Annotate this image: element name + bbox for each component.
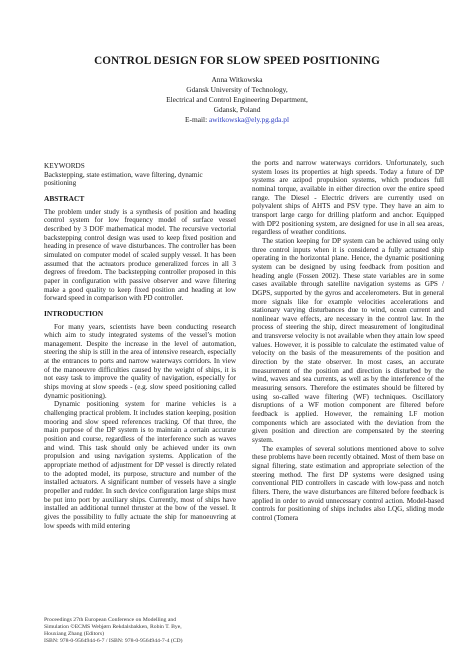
footer-line-1: Proceedings 27th European Conference on Modelling and [44, 617, 177, 623]
affiliation-university: Gdansk University of Technology, [186, 85, 288, 94]
introduction-heading: INTRODUCTION [44, 308, 104, 318]
affiliation-location: Gdansk, Poland [213, 105, 261, 114]
email-label: E-mail: [184, 115, 209, 124]
right-paragraph-3: The examples of several solutions mentioned above to solve these problems have been recently obtained. Most of them base on signal filtering, state estimation and appropriate selection of the steering method. The first DP systems were designed using conventional PID controllers in cascade with low-pass and notch filters. There, the wave disturbances are filtered before feedback is applied in order to avoid unnecessary control action. Model-based controls for positioning of ships includes also LQG, sliding mode control (Tomera [252, 444, 444, 522]
introduction-paragraph-2: Dynamic positioning system for marine vehicles is a challenging practical problem. It includes station keeping, position mooring and slow speed references tracking. Of that three, the main purpose of the DP system is to maintain a certain accurate position and course, regardless of the interference such as waves and wind. This task should only be achieved under its own propulsion and using navigation systems. Application of the appropriate method of adjustment for DP vessel is directly related to the adopted model, its purpose, structure and number of the installed actuators. A significant number of vessels have a single propeller and rudder. In such device configuration large ships must be put into port by auxiliary ships. Currently, most of ships have installed an additional tunnel thruster at the bow of the vessel. It gives the possibility to fully actuate the ship for manoeuvring at low speeds with mild entering [44, 400, 236, 530]
author-email-line [0, 115, 474, 125]
footer-line-4: ISBN: 978-0-9564944-6-7 / ISBN: 978-0-9564944-7-4 (CD) [44, 638, 183, 644]
author-name: Anna Witkowska [211, 75, 263, 84]
right-paragraph-2: The station keeping for DP system can be achieved using only three control inputs when it is considered a fully actuated ship operating in the horizontal plane. Hence, the dynamic positioning system can be designed by using feedback from position and heading angle (Fossen 2002). These state variables are in some cases available through satellite navigation systems as GPS / DGPS, supported by the gyros and accelerometers. But in general more signals like for example velocities accelerations and stationary varying disturbances due to wind, ocean current and nonlinear wave effects, are necessary in the control law. In the process of steering the ship, direct measurement of longitudinal and transverse velocity is not available when they attain low speed values. However, it is possible to calculate the estimated value of velocity on the basis of the measurements of the position and direction by the state observer. In most cases, an accurate measurement of the position and direction is disturbed by the wind, waves and sea currents, as well as by the interference of the measuring sensors. Therefore the estimates should be filtered by using so-called wave filtering (WF) techniques. Oscillatory disruptions of a WF motion component are filtered before feedback is applied. However, the remaining LF motion components which are associated with the deviation from the given position and direction are compensated by the steering system. [252, 236, 444, 444]
abstract-text: The problem under study is a synthesis of position and heading control system for low frequency model of surface vessel described by 3 DOF mathematical model. The recursive vectorial backstepping control design was used to keep fixed position and heading in presence of wave disturbances. The controller has been simulated on computer model of scaled supply vessel. It has been assumed that the actuators produce generalized forces in all 3 degrees of freedom. The backstepping controller proposed in this paper in configuration with passive observer and wave filtering make a good quality to keep fixed position and heading at low forward speed in comparison with PD controller. [44, 207, 236, 303]
right-paragraph-1: the ports and narrow waterways corridors. Unfortunately, such system loses its properties at high speeds. Today a future of DP systems are azipod propulsion systems, which produces full nominal torque, available in either direction over the entire speed range. The Diesel - Electric drivers are currently used on polyvalent ships of AHTS and PSV type. They have an aim to transport large cargo for drilling platform and anchor. Equipped with DP2 positioning system, are designed for use in all sea areas, regardless of weather conditions. [252, 159, 444, 237]
keywords-text: Backstepping, state estimation, wave filtering, dynamic positioning [44, 170, 203, 188]
footer-line-2: Simulation ©ECMS Webjørn Rekdalsbakken, Robin T. Bye, [44, 624, 182, 630]
email-link[interactable]: awitkowska@ely.pg.gda.pl [209, 115, 290, 124]
footer-line-3: Houxiang Zhang (Editors) [44, 631, 105, 637]
author-block [0, 75, 474, 125]
keywords-heading: KEYWORDS [44, 162, 85, 170]
affiliation-department: Electrical and Control Engineering Department, [166, 95, 308, 104]
abstract-heading: ABSTRACT [44, 193, 85, 203]
paper-title: CONTROL DESIGN FOR SLOW SPEED POSITIONING [94, 55, 380, 67]
right-column [252, 159, 444, 523]
introduction-paragraph-1: For many years, scientists have been conducting research which aim to study integrated systems of the vessel’s motion management. Despite the increase in the level of automation, steering the ship is still in the area of intensive research, especially at the entrances to ports and narrow waterways corridors. In view of the manoeuvre difficulties caused by the weight of ships, it is not easy task to improve the quality of navigation, especially for ships moving at slow speeds - (e.g. slow speed positioning called dynamic positioning). [44, 322, 236, 400]
proceedings-footer [44, 617, 244, 645]
left-column [44, 162, 236, 530]
